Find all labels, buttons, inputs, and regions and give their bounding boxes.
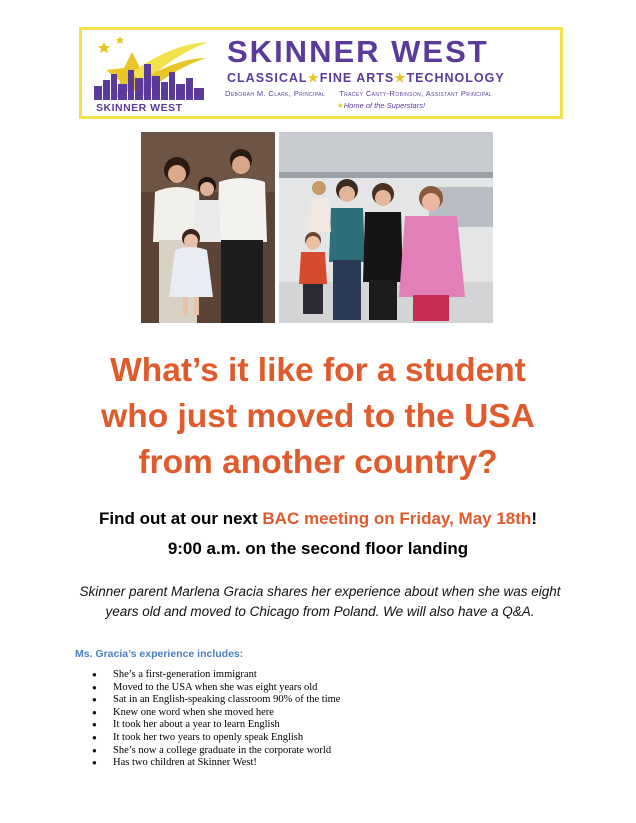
tagline-technology: TECHNOLOGY [406,71,505,85]
event-lead: Find out at our next [99,509,263,528]
tagline-fine-arts: FINE ARTS [319,71,395,85]
experience-heading: Ms. Gracia’s experience includes: [75,648,244,660]
list-item: ● It took her two years to openly speak English [92,732,340,745]
event-highlight: BAC meeting on Friday, May 18th [262,509,532,528]
school-name: SKINNER WEST [227,34,489,69]
tagline-classical: CLASSICAL [227,71,308,85]
event-announcement [0,508,636,530]
home-motto [337,101,425,110]
list-item: ● Has two children at Skinner West! [92,757,340,770]
school-tagline [227,70,505,86]
list-item: ● Moved to the USA when she was eight years old [92,682,340,695]
list-item: ● Sat in an English-speaking classroom 90% of the time [92,694,340,707]
star-icon: ★ [307,71,320,85]
airport-family-image [279,132,493,323]
star-icon: ★ [337,101,344,110]
logo-caption: SKINNER WEST [96,102,183,114]
family-portrait-image [141,132,275,323]
headline-line-2: who just moved to the USA [101,398,535,435]
list-item: ● She’s a first-generation immigrant [92,669,340,682]
list-item: ● It took her about a year to learn English [92,719,340,732]
airport-family-photo [279,132,493,323]
school-banner [79,27,563,119]
event-time-place: 9:00 a.m. on the second floor landing [167,539,469,558]
headline [30,348,606,486]
headline-line-3: from another country? [138,444,498,481]
speaker-description: Skinner parent Marlena Gracia shares her experience about when she was eight years old and moved to Chicago from Poland. We will also have a Q&A. [79,584,561,619]
family-portrait-photo [141,132,275,323]
headline-line-1: What’s it like for a student [110,352,526,389]
home-motto-text: Home of the Superstars! [343,101,426,110]
experience-list [92,669,340,770]
list-item: ● She’s now a college graduate in the corporate world [92,745,340,758]
star-icon: ★ [394,71,407,85]
staff-line [225,89,492,98]
list-item: ● Knew one word when she moved here [92,707,340,720]
principal-name: Deborah M. Clark, Principal [225,89,326,98]
assistant-principal-name: Tracey Canty-Robinson, Assistant Principal [339,89,493,98]
event-trail: ! [531,509,537,528]
